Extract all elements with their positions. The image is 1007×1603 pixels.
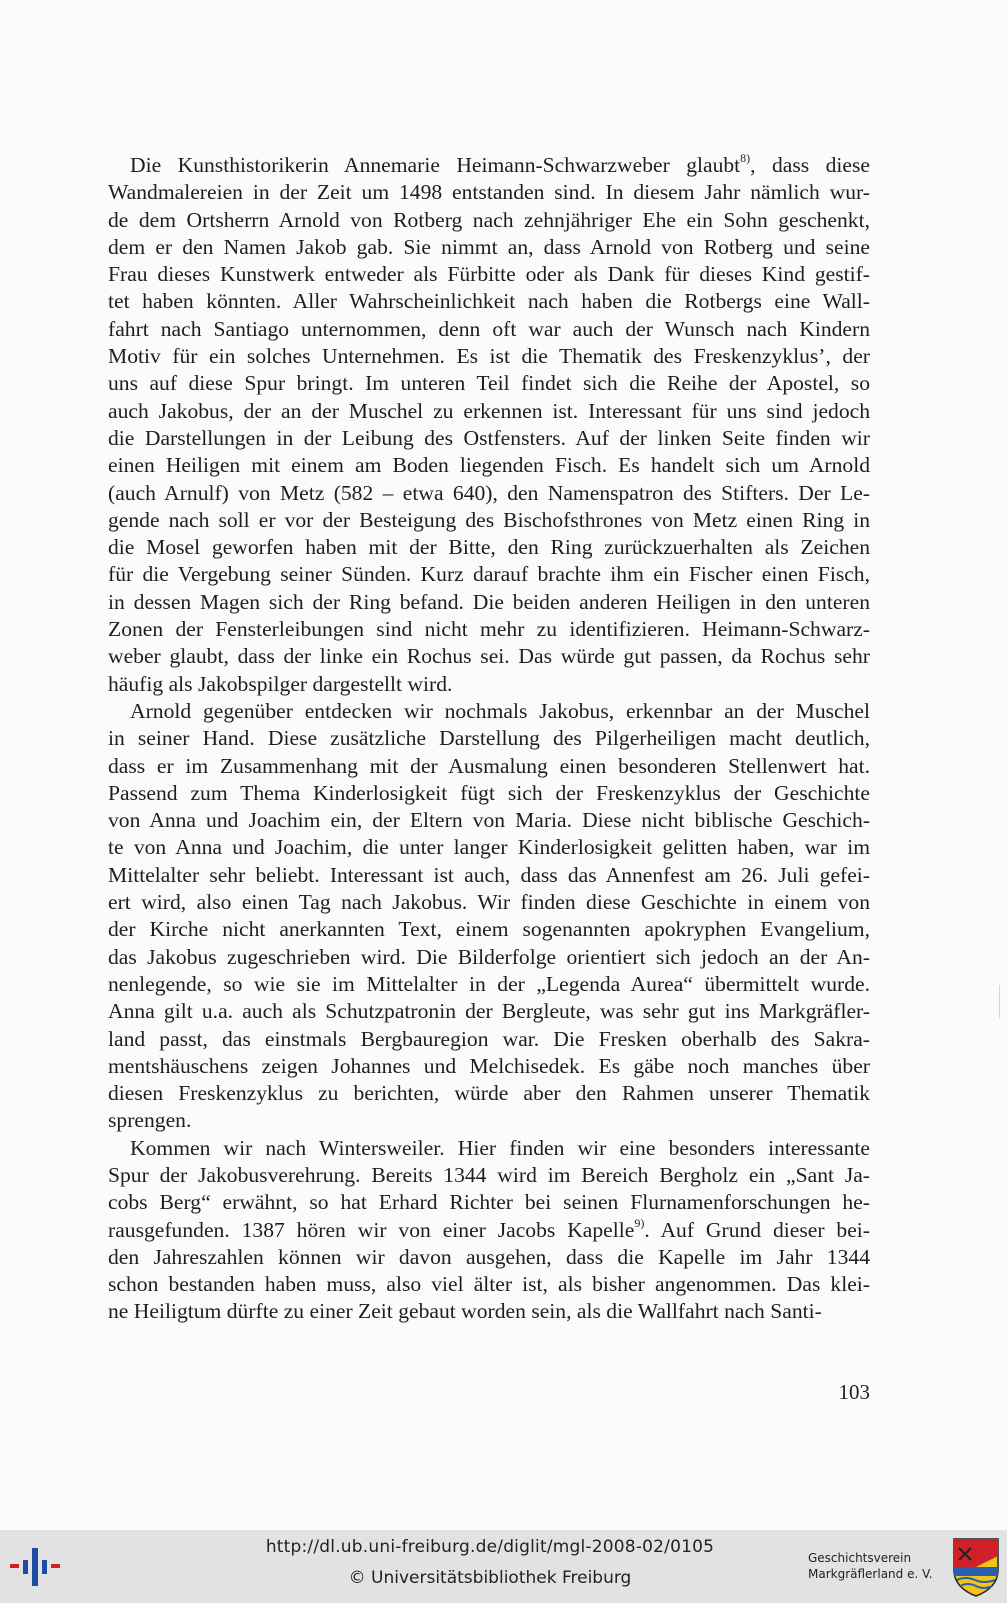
footer-url-link[interactable]: http://dl.ub.uni-freiburg.de/diglit/mgl-2008-02/0105: [265, 1537, 715, 1557]
text-line: das Jakobus zugeschrieben wird. Die Bilderfolge orientiert sich jedoch an der An-: [108, 944, 870, 969]
text-line: den Jahreszahlen können wir davon ausgehen, dass die Kapelle im Jahr 1344: [108, 1244, 870, 1269]
text-line: Arnold gegenüber entdecken wir nochmals Jakobus, erkennbar an der Muschel: [130, 698, 870, 723]
text-line: gende nach soll er vor der Besteigung des Bischofsthrones von Metz einen Ring in: [108, 507, 870, 532]
text-line: Spur der Jakobusverehrung. Bereits 1344 wird im Bereich Bergholz ein „Sant Ja-: [108, 1162, 870, 1187]
text-line: der Kirche nicht anerkannten Text, einem sogenannten apokryphen Evangelium,: [108, 917, 870, 942]
text-line: die Darstellungen in der Leibung des Ostfensters. Auf der linken Seite finden wir: [108, 425, 870, 450]
text-segment: . Auf Grund dieser bei-: [644, 1217, 870, 1242]
text-line: sprengen.: [108, 1108, 192, 1133]
text-line: diesen Freskenzyklus zu berichten, würde aber den Rahmen unserer Thematik: [108, 1081, 870, 1106]
text-line: Frau dieses Kunstwerk entweder als Fürbitte oder als Dank für dieses Kind gestif-: [108, 262, 870, 287]
page-number: 103: [838, 1380, 870, 1404]
text-line: te von Anna und Joachim, die unter langer Kinderlosigkeit gelitten haben, war im: [108, 835, 870, 860]
text-line: land passt, das einstmals Bergbauregion war. Die Fresken oberhalb des Sakra-: [108, 1026, 870, 1051]
text-segment: rausgefunden. 1387 hören wir von einer Jacobs Kapelle: [108, 1217, 635, 1242]
text-line: einen Heiligen mit einem am Boden liegenden Fisch. Es handelt sich um Arnold: [108, 453, 870, 478]
text-line: fahrt nach Santiago unternommen, denn oft war auch der Wunsch nach Kindern: [108, 316, 870, 341]
society-name-line2: Markgräflerland e. V.: [808, 1567, 933, 1581]
text-line: in seiner Hand. Diese zusätzliche Darstellung des Pilgerheiligen macht deutlich,: [108, 726, 870, 751]
text-line: tet haben könnten. Aller Wahrscheinlichkeit nach haben die Rotbergs eine Wall-: [108, 289, 870, 314]
text-line: Passend zum Thema Kinderlosigkeit fügt sich der Freskenzyklus der Geschichte: [108, 780, 870, 805]
text-segment: Die Kunsthistorikerin Annemarie Heimann-Schwarzweber glaubt: [130, 153, 741, 177]
text-line: nenlegende, so wie sie im Mittelalter in der „Legenda Aurea“ übermittelt wurde.: [108, 971, 870, 996]
coat-of-arms-icon: [951, 1536, 1001, 1598]
footer-bar: [0, 1530, 1007, 1603]
text-line: häufig als Jakobspilger dargestellt wird.: [108, 671, 453, 696]
text-line: dem er den Namen Jakob gab. Sie nimmt an, dass Arnold von Rotberg und seine: [108, 234, 870, 259]
text-segment: , dass diese: [750, 153, 870, 177]
ub-freiburg-logo-icon: [8, 1540, 68, 1592]
footer-copyright: © Universitätsbibliothek Freiburg: [348, 1568, 632, 1588]
scan-edge-mark: [999, 985, 1000, 1019]
text-line: Wandmalereien in der Zeit um 1498 entstanden sind. In diesem Jahr nämlich wur-: [108, 180, 870, 205]
text-line: in dessen Magen sich der Ring befand. Die beiden anderen Heiligen in den unteren: [108, 589, 870, 614]
text-line: mentshäuschens zeigen Johannes und Melchisedek. Es gäbe noch manches über: [108, 1053, 870, 1078]
footnote-reference: 9): [634, 1215, 645, 1230]
text-line: Anna gilt u.a. auch als Schutzpatronin der Bergleute, was sehr gut ins Markgräfler-: [108, 999, 870, 1024]
text-line: de dem Ortsherrn Arnold von Rotberg nach zehnjähriger Ehe ein Sohn geschenkt,: [108, 207, 870, 232]
text-line: (auch Arnulf) von Metz (582 – etwa 640), den Namenspatron des Stifters. Der Le-: [108, 480, 870, 505]
text-line: Zonen der Fensterleibungen sind nicht mehr zu identifizieren. Heimann-Schwarz-: [108, 617, 870, 642]
text-line: uns auf diese Spur bringt. Im unteren Teil findet sich die Reihe der Apostel, so: [108, 371, 870, 396]
text-line: dass er im Zusammenhang mit der Ausmalung einen besonderen Stellenwert hat.: [108, 753, 870, 778]
text-line: [108, 152, 870, 179]
text-line: ne Heiligtum dürfte zu einer Zeit gebaut worden sein, als die Wallfahrt nach Santi-: [108, 1299, 822, 1324]
body-text: [108, 152, 870, 1326]
text-line: auch Jakobus, der an der Muschel zu erkennen ist. Interessant für uns sind jedoch: [108, 398, 870, 423]
text-line: von Anna und Joachim ein, der Eltern von Maria. Diese nicht biblische Geschich-: [108, 808, 870, 833]
text-line: ert wird, also einen Tag nach Jakobus. Wir finden diese Geschichte in einem von: [108, 890, 870, 915]
society-name: [808, 1550, 948, 1582]
text-line: Mittelalter sehr beliebt. Interessant ist auch, dass das Annenfest am 26. Juli gefei-: [108, 862, 870, 887]
footnote-reference: 8): [740, 151, 751, 165]
text-line: für die Vergebung seiner Sünden. Kurz darauf brachte ihm ein Fischer einen Fisch,: [108, 562, 870, 587]
text-line: cobs Berg“ erwähnt, so hat Erhard Richter bei seinen Flurnamenforschungen he-: [108, 1190, 870, 1215]
text-line: [108, 1217, 870, 1244]
text-line: Motiv für ein solches Unternehmen. Es ist die Thematik des Freskenzyklus’, der: [108, 344, 870, 369]
text-line: weber glaubt, dass der linke ein Rochus sei. Das würde gut passen, da Rochus sehr: [108, 644, 870, 669]
text-line: Kommen wir nach Wintersweiler. Hier finden wir eine besonders interessante: [130, 1135, 870, 1160]
text-line: die Mosel geworfen haben mit der Bitte, den Ring zurückzuerhalten als Zeichen: [108, 535, 870, 560]
text-line: schon bestanden haben muss, also viel älter ist, als bisher angenommen. Das klei-: [108, 1272, 870, 1297]
society-name-line1: Geschichtsverein: [808, 1551, 912, 1565]
